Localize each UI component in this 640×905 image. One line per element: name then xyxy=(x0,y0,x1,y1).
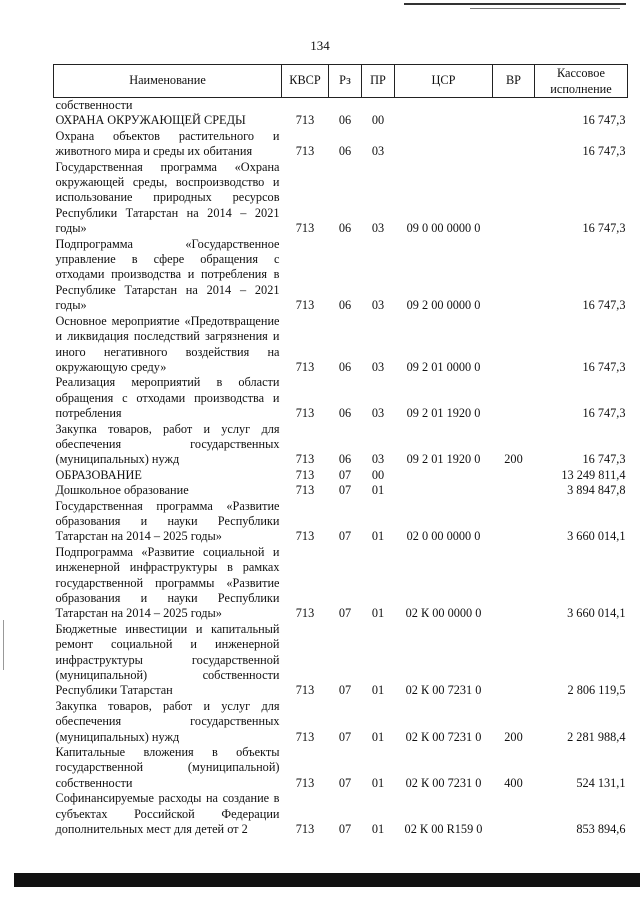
row-kvsr: 713 xyxy=(295,113,315,128)
row-amount: 16 747,3 xyxy=(582,452,626,467)
row-kvsr: 713 xyxy=(295,467,315,482)
row-pr: 01 xyxy=(371,683,385,698)
row-pr: 00 xyxy=(371,113,385,128)
row-amount: 3 660 014,1 xyxy=(567,529,626,544)
row-amount: 3 894 847,8 xyxy=(567,483,626,498)
row-pr xyxy=(362,98,395,114)
row-rz xyxy=(329,98,362,114)
scan-mark-left xyxy=(3,620,4,670)
row-vr: 200 xyxy=(504,452,523,467)
row-pr: 03 xyxy=(371,221,385,236)
row-amount: 13 249 811,4 xyxy=(561,467,626,482)
row-rz: 07 xyxy=(338,683,352,698)
row-csr: 09 2 01 0000 0 xyxy=(406,359,481,374)
row-kvsr: 713 xyxy=(295,683,315,698)
row-vr xyxy=(493,622,535,699)
table-row xyxy=(54,129,628,160)
scan-mark-top xyxy=(404,3,626,5)
table-row xyxy=(54,237,628,314)
row-vr xyxy=(493,314,535,376)
row-pr: 03 xyxy=(371,452,385,467)
row-name: Подпрограмма «Государственное управление в сфере обращения с отходами производства и потребления в Республике Татарстан на 2014 – 2021 годы» xyxy=(55,236,280,313)
row-kvsr xyxy=(282,98,329,114)
row-kvsr: 713 xyxy=(295,144,315,159)
table-row xyxy=(54,422,628,468)
row-kvsr: 713 xyxy=(295,452,315,467)
row-kvsr: 713 xyxy=(295,775,315,790)
row-vr xyxy=(493,160,535,237)
row-name: Основное мероприятие «Предотвращение и ликвидация последствий загрязнения и иного негативного воздействия на окружающую среду» xyxy=(55,313,280,374)
row-rz: 06 xyxy=(338,406,352,421)
row-vr xyxy=(493,545,535,622)
row-name: Государственная программа «Охрана окружающей среды, воспроизводство и использование природных ресурсов Республики Татарстан на 2014 – 2021 годы» xyxy=(55,159,280,236)
row-amount: 16 747,3 xyxy=(582,144,626,159)
row-csr xyxy=(395,483,493,498)
row-rz: 06 xyxy=(338,113,352,128)
row-vr xyxy=(493,499,535,545)
row-vr xyxy=(493,237,535,314)
row-rz: 07 xyxy=(338,483,352,498)
budget-table xyxy=(53,64,628,838)
row-name: собственности xyxy=(55,98,133,112)
scan-mark-top-thin xyxy=(470,8,620,9)
row-rz: 06 xyxy=(338,298,352,313)
row-rz: 06 xyxy=(338,359,352,374)
header-kvsr: КВСР xyxy=(282,65,329,98)
table-row xyxy=(54,468,628,483)
row-kvsr: 713 xyxy=(295,298,315,313)
table-body xyxy=(54,98,628,838)
table-row xyxy=(54,499,628,545)
row-name: Капитальные вложения в объекты государственной (муниципальной) собственности xyxy=(55,745,280,790)
row-rz: 07 xyxy=(338,529,352,544)
row-rz: 07 xyxy=(338,775,352,790)
table-row xyxy=(54,622,628,699)
row-pr: 03 xyxy=(371,406,385,421)
row-csr xyxy=(395,129,493,160)
row-kvsr: 713 xyxy=(295,822,315,837)
row-amount: 16 747,3 xyxy=(582,298,626,313)
header-vr: ВР xyxy=(493,65,535,98)
row-amount: 524 131,1 xyxy=(576,775,626,790)
row-vr xyxy=(493,468,535,483)
row-amount xyxy=(535,98,628,114)
header-csr: ЦСР xyxy=(395,65,493,98)
row-rz: 07 xyxy=(338,467,352,482)
row-csr: 02 0 00 0000 0 xyxy=(406,529,481,544)
table-row xyxy=(54,545,628,622)
table-row xyxy=(54,699,628,745)
row-name: Государственная программа «Развитие образования и науки Республики Татарстан на 2014 – 2025 годы» xyxy=(55,498,280,544)
table-row xyxy=(54,113,628,128)
row-rz: 06 xyxy=(338,221,352,236)
row-name: Дошкольное образование xyxy=(55,483,189,498)
header-pr: ПР xyxy=(362,65,395,98)
row-pr: 01 xyxy=(371,606,385,621)
row-name: Закупка товаров, работ и услуг для обеспечения государственных (муниципальных) нужд xyxy=(55,421,280,467)
row-csr xyxy=(395,98,493,114)
row-pr: 01 xyxy=(371,529,385,544)
row-pr: 01 xyxy=(371,822,385,837)
row-pr: 01 xyxy=(371,729,385,744)
row-kvsr: 713 xyxy=(295,406,315,421)
row-csr: 02 К 00 7231 0 xyxy=(405,729,482,744)
header-rz: Рз xyxy=(329,65,362,98)
row-vr xyxy=(493,375,535,421)
row-amount: 853 894,6 xyxy=(576,822,626,837)
row-name: Софинансируемые расходы на создание в субъектах Российской Федерации дополнительных мест для детей от 2 xyxy=(55,791,280,837)
row-name: Бюджетные инвестиции и капитальный ремонт социальной и инженерной инфраструктуры государственной (муниципальной) собственности Республики Татарстан xyxy=(55,621,280,698)
row-name: Подпрограмма «Развитие социальной и инженерной инфраструктуры в рамках государственной программы «Развитие образования и науки Республики Татарстан на 2014 – 2025 годы» xyxy=(55,544,280,621)
row-pr: 03 xyxy=(371,359,385,374)
header-name: Наименование xyxy=(54,65,282,98)
row-name: ОБРАЗОВАНИЕ xyxy=(55,467,142,482)
table-row xyxy=(54,375,628,421)
row-rz: 06 xyxy=(338,452,352,467)
row-vr xyxy=(493,98,535,114)
row-amount: 16 747,3 xyxy=(582,406,626,421)
row-name: ОХРАНА ОКРУЖАЮЩЕЙ СРЕДЫ xyxy=(55,113,246,128)
row-kvsr: 713 xyxy=(295,606,315,621)
row-vr xyxy=(493,483,535,498)
row-csr xyxy=(395,468,493,483)
row-csr: 09 2 00 0000 0 xyxy=(406,298,481,313)
row-rz: 07 xyxy=(338,729,352,744)
row-kvsr: 713 xyxy=(295,359,315,374)
row-csr: 09 2 01 1920 0 xyxy=(406,452,481,467)
row-csr: 02 К 00 7231 0 xyxy=(405,683,482,698)
table-row xyxy=(54,160,628,237)
row-amount: 16 747,3 xyxy=(582,221,626,236)
table-row xyxy=(54,483,628,498)
row-amount: 16 747,3 xyxy=(582,359,626,374)
table-row xyxy=(54,98,628,114)
row-rz: 07 xyxy=(338,822,352,837)
row-kvsr: 713 xyxy=(295,729,315,744)
row-vr xyxy=(493,791,535,837)
row-vr xyxy=(493,129,535,160)
table-row xyxy=(54,314,628,376)
row-kvsr: 713 xyxy=(295,529,315,544)
row-amount: 2 806 119,5 xyxy=(567,683,626,698)
table-row xyxy=(54,791,628,837)
row-amount: 16 747,3 xyxy=(582,113,626,128)
row-name: Закупка товаров, работ и услуг для обеспечения государственных (муниципальных) нужд xyxy=(55,698,280,744)
row-csr: 02 К 00 7231 0 xyxy=(405,775,482,790)
page-number: 134 xyxy=(310,38,330,53)
row-name: Реализация мероприятий в области обращения с отходами производства и потребления xyxy=(55,375,280,421)
row-rz: 07 xyxy=(338,606,352,621)
row-csr: 02 К 00 R159 0 xyxy=(404,822,483,837)
row-amount: 2 281 988,4 xyxy=(567,729,626,744)
row-csr xyxy=(395,113,493,128)
row-csr: 09 2 01 1920 0 xyxy=(406,406,481,421)
header-amount: Кассовое исполнение xyxy=(535,65,628,98)
scan-bar-bottom xyxy=(14,873,640,887)
row-csr: 09 0 00 0000 0 xyxy=(406,221,481,236)
row-pr: 00 xyxy=(371,467,385,482)
row-pr: 03 xyxy=(371,298,385,313)
row-vr: 200 xyxy=(504,729,523,744)
table-header xyxy=(54,65,628,98)
row-kvsr: 713 xyxy=(295,483,315,498)
row-vr: 400 xyxy=(504,775,523,790)
row-rz: 06 xyxy=(338,144,352,159)
row-vr xyxy=(493,113,535,128)
row-csr: 02 К 00 0000 0 xyxy=(405,606,482,621)
row-pr: 03 xyxy=(371,144,385,159)
row-pr: 01 xyxy=(371,775,385,790)
row-pr: 01 xyxy=(371,483,385,498)
row-amount: 3 660 014,1 xyxy=(567,606,626,621)
table-row xyxy=(54,745,628,791)
row-kvsr: 713 xyxy=(295,221,315,236)
row-name: Охрана объектов растительного и животного мира и среды их обитания xyxy=(55,128,280,159)
